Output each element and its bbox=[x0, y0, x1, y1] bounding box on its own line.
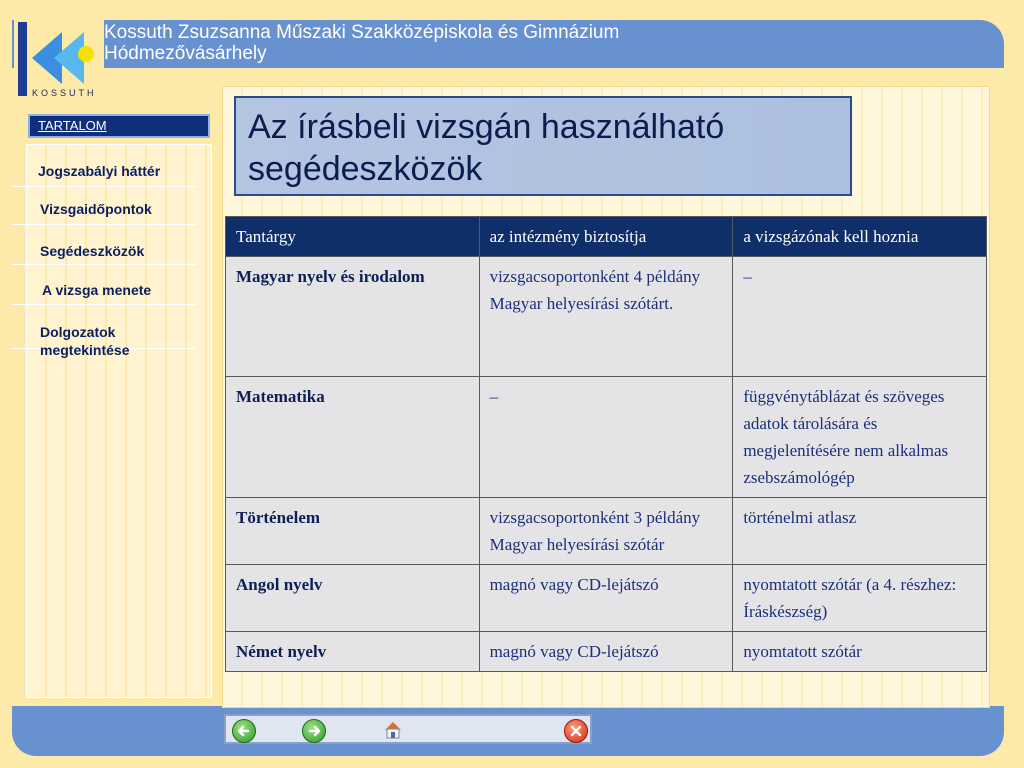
table-row bbox=[226, 498, 987, 565]
logo-word: KOSSUTH bbox=[32, 88, 97, 98]
school-city: Hódmezővásárhely bbox=[104, 43, 267, 64]
sidebar-divider bbox=[12, 186, 196, 187]
cell-subject: Történelem bbox=[226, 498, 480, 565]
home-icon[interactable] bbox=[382, 719, 404, 741]
cell-institution: magnó vagy CD-lejátszó bbox=[479, 565, 733, 632]
table-row bbox=[226, 377, 987, 498]
cell-student: függvénytáblázat és szöveges adatok tárolására és megjelenítésére nem alkalmas zsebszámológép bbox=[733, 377, 987, 498]
sidebar-divider bbox=[12, 304, 196, 305]
table-row bbox=[226, 565, 987, 632]
cell-subject: Matematika bbox=[226, 377, 480, 498]
sidebar-item-dolgozatok-megtekintese[interactable]: Dolgozatok megtekintése bbox=[40, 324, 130, 358]
sidebar-item-vizsgaidopontok[interactable]: Vizsgaidőpontok bbox=[40, 201, 152, 217]
sidebar-divider bbox=[12, 224, 196, 225]
sidebar-item-jogszabalyi-hatter[interactable]: Jogszabályi háttér bbox=[38, 163, 161, 179]
navigation-toolbar bbox=[224, 714, 592, 744]
sidebar-panel bbox=[26, 144, 212, 698]
close-icon[interactable] bbox=[564, 719, 588, 743]
sidebar-heading[interactable] bbox=[28, 114, 210, 138]
cell-institution: magnó vagy CD-lejátszó bbox=[479, 632, 733, 672]
sidebar-heading-label: TARTALOM bbox=[38, 118, 107, 133]
logo-dot-icon bbox=[78, 46, 94, 62]
cell-subject: Német nyelv bbox=[226, 632, 480, 672]
table-header-row bbox=[226, 217, 987, 257]
logo-bar-icon bbox=[18, 22, 27, 96]
school-logo bbox=[14, 18, 104, 102]
cell-subject: Angol nyelv bbox=[226, 565, 480, 632]
table-row bbox=[226, 632, 987, 672]
cell-student: – bbox=[733, 257, 987, 377]
cell-student: nyomtatott szótár (a 4. részhez: Íráskészség) bbox=[733, 565, 987, 632]
column-header-subject: Tantárgy bbox=[226, 217, 480, 257]
page-title: Az írásbeli vizsgán használható segédeszközök bbox=[248, 108, 725, 188]
column-header-institution: az intézmény biztosítja bbox=[479, 217, 733, 257]
title-box bbox=[234, 96, 852, 196]
aids-table bbox=[225, 216, 987, 672]
sidebar-item-segedeszkozok[interactable]: Segédeszközök bbox=[40, 243, 145, 259]
school-name: Kossuth Zsuzsanna Műszaki Szakközépiskola és Gimnázium bbox=[104, 22, 620, 43]
cell-institution: – bbox=[479, 377, 733, 498]
cell-student: történelmi atlasz bbox=[733, 498, 987, 565]
column-header-student: a vizsgázónak kell hoznia bbox=[733, 217, 987, 257]
table-row bbox=[226, 257, 987, 377]
sidebar-divider bbox=[12, 264, 196, 265]
school-header bbox=[104, 22, 619, 64]
cell-student: nyomtatott szótár bbox=[733, 632, 987, 672]
cell-institution: vizsgacsoportonként 3 példány Magyar helyesírási szótár bbox=[479, 498, 733, 565]
sidebar-item-a-vizsga-menete[interactable]: A vizsga menete bbox=[42, 282, 152, 298]
cell-subject: Magyar nyelv és irodalom bbox=[226, 257, 480, 377]
forward-arrow-icon[interactable] bbox=[302, 719, 326, 743]
back-arrow-icon[interactable] bbox=[232, 719, 256, 743]
cell-institution: vizsgacsoportonként 4 példány Magyar helyesírási szótárt. bbox=[479, 257, 733, 377]
